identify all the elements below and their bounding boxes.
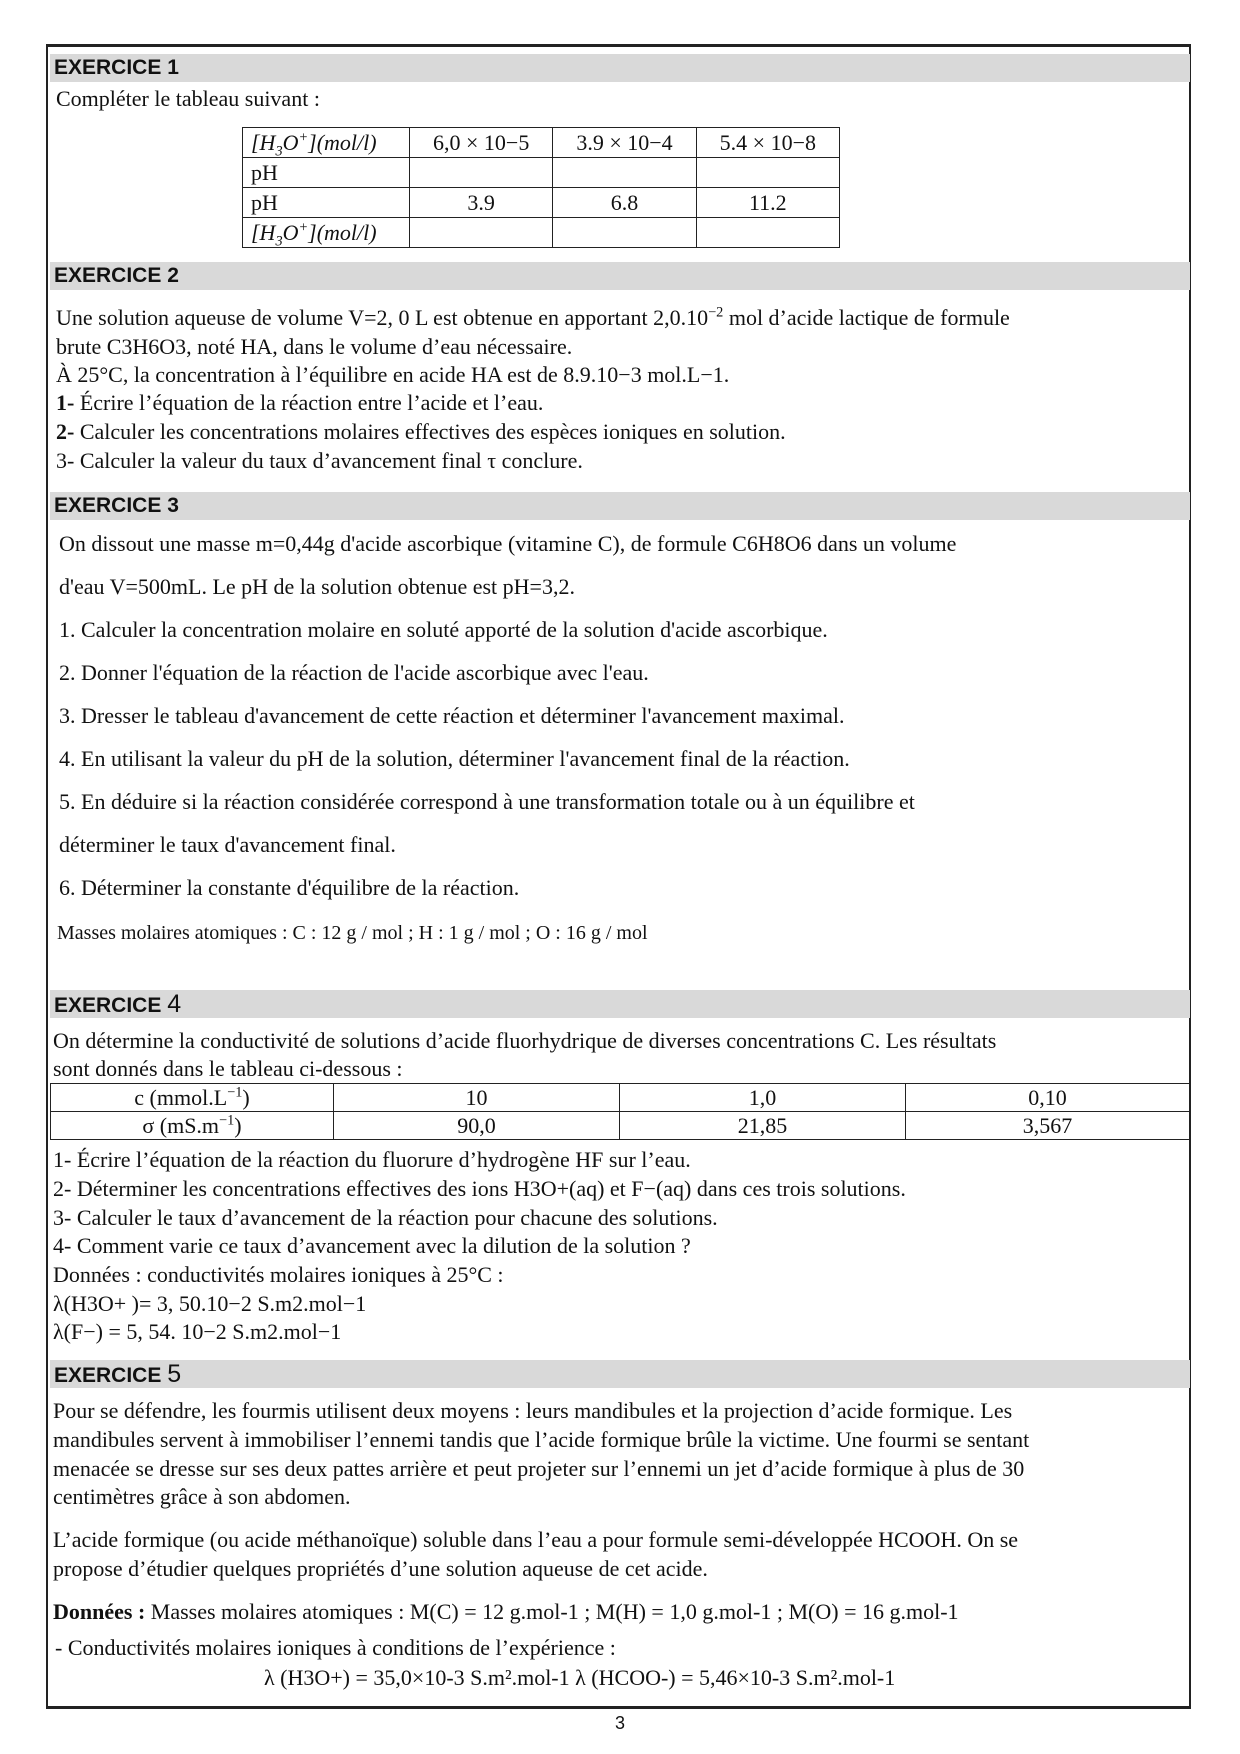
table-cell	[553, 158, 696, 188]
ex5-para-1-line-3: menacée se dresse sur ses deux pattes arrière et peut projeter sur l’ennemi un jet d’acide formique à plus de 30	[53, 1456, 1025, 1481]
ex4-question-4: 4- Comment varie ce taux d’avancement avec la dilution de la solution ?	[53, 1233, 691, 1258]
table-cell: 6.8	[553, 188, 696, 218]
exercise-3-header: EXERCICE 3	[50, 492, 1190, 520]
table-row	[51, 1084, 1190, 1112]
ex5-data-masses: Données : Masses molaires atomiques : M(C) = 12 g.mol-1 ; M(H) = 1,0 g.mol-1 ; M(O) = 16 g.mol-1	[53, 1599, 959, 1624]
table-cell	[696, 158, 839, 188]
ex5-para-1-line-4: centimètres grâce à son abdomen.	[53, 1484, 351, 1509]
ex4-table	[50, 1083, 1190, 1140]
table-row	[51, 1112, 1190, 1140]
table-cell: 3.9 × 10−4	[553, 128, 696, 158]
ex3-item-2: 2. Donner l'équation de la réaction de l'acide ascorbique avec l'eau.	[59, 660, 649, 685]
ex3-line-2: d'eau V=500mL. Le pH de la solution obtenue est pH=3,2.	[59, 574, 575, 599]
table-cell: c $(mmol.L^{-1})$	[51, 1084, 334, 1112]
ex4-line-2: sont donnés dans le tableau ci-dessous :	[53, 1056, 403, 1081]
ex2-line-3: À 25°C, la concentration à l’équilibre en acide HA est de 8.9.10−3 mol.L−1.	[56, 362, 730, 387]
ex3-item-3: 3. Dresser le tableau d'avancement de cette réaction et déterminer l'avancement maximal.	[59, 703, 845, 728]
ex4-data-title: Données : conductivités molaires ioniques à 25°C :	[53, 1262, 504, 1287]
table-row	[243, 218, 840, 248]
table-cell: 90,0	[334, 1112, 620, 1140]
table-cell: 3,567	[906, 1112, 1190, 1140]
table-cell: 0,10	[906, 1084, 1190, 1112]
ex3-item-4: 4. En utilisant la valeur du pH de la solution, déterminer l'avancement final de la réaction.	[59, 746, 850, 771]
ex3-item-6: 6. Déterminer la constante d'équilibre de la réaction.	[59, 875, 520, 900]
table-cell: 11.2	[696, 188, 839, 218]
ex3-item-5-cont: déterminer le taux d'avancement final.	[59, 832, 396, 857]
table-cell: 3.9	[410, 188, 553, 218]
ex4-question-1: 1- Écrire l’équation de la réaction du fluorure d’hydrogène HF sur l’eau.	[53, 1147, 691, 1172]
table-cell	[696, 218, 839, 248]
ex5-para-1-line-2: mandibules servent à immobiliser l’ennemi tandis que l’acide formique brûle la victime. Une fourmi se sentant	[53, 1427, 1030, 1452]
ex3-masses: Masses molaires atomiques : C : 12 g / mol ; H : 1 g / mol ; O : 16 g / mol	[57, 922, 648, 944]
ex5-para-1-line-1: Pour se défendre, les fourmis utilisent deux moyens : leurs mandibules et la projection d’acide formique. Les	[53, 1398, 1013, 1423]
table-cell: $[H_3O^+](mol/l)$	[243, 218, 410, 248]
ex4-data-f: λ(F−) = 5, 54. 10−2 S.m2.mol−1	[53, 1319, 342, 1344]
table-cell: $[H_3O^+](mol/l)$	[243, 128, 410, 158]
table-cell: 21,85	[620, 1112, 906, 1140]
ex3-item-1: 1. Calculer la concentration molaire en soluté apporté de la solution d'acide ascorbique.	[59, 617, 828, 642]
table-cell: 10	[334, 1084, 620, 1112]
exercise-5-header: EXERCICE 5	[50, 1360, 1190, 1388]
table-cell: pH	[243, 188, 410, 218]
exercise-1-header: EXERCICE 1	[50, 54, 1190, 82]
table-row	[243, 128, 840, 158]
exercise-2-header: EXERCICE 2	[50, 262, 1190, 290]
ex5-para-2-line-2: propose d’étudier quelques propriétés d’une solution aqueuse de cet acide.	[53, 1556, 708, 1581]
ex4-data-h3o: λ(H3O+ )= 3, 50.10−2 S.m2.mol−1	[53, 1291, 367, 1316]
table-cell: pH	[243, 158, 410, 188]
table-cell: 5.4 × 10−8	[696, 128, 839, 158]
ex4-question-3: 3- Calculer le taux d’avancement de la réaction pour chacune des solutions.	[53, 1205, 718, 1230]
ex2-line-2: brute C3H6O3, noté HA, dans le volume d’eau nécessaire.	[56, 334, 573, 359]
ex2-line-1: Une solution aqueuse de volume V=2, 0 L est obtenue en apportant $2,0.10^{-2}$ mol d’acide lactique de formule	[56, 304, 1010, 330]
table-row	[243, 188, 840, 218]
ex5-conductivity-values: λ (H3O+) = 35,0×10-3 S.m².mol-1 λ (HCOO-) = 5,46×10-3 S.m².mol-1	[264, 1665, 896, 1690]
ex2-question-2: 2- Calculer les concentrations molaires effectives des espèces ioniques en solution.	[56, 419, 786, 444]
table-row	[243, 158, 840, 188]
page-number: 3	[614, 1713, 625, 1733]
ex2-question-1: 1- Écrire l’équation de la réaction entre l’acide et l’eau.	[56, 390, 544, 415]
table-cell	[553, 218, 696, 248]
ex1-intro: Compléter le tableau suivant :	[56, 86, 320, 111]
table-cell	[410, 158, 553, 188]
table-cell: σ $(mS.m^{-1})$	[51, 1112, 334, 1140]
ex5-para-2-line-1: L’acide formique (ou acide méthanoïque) soluble dans l’eau a pour formule semi-développée HCOOH. On se	[53, 1527, 1019, 1552]
ex2-question-3: 3- Calculer la valeur du taux d’avancement final τ conclure.	[56, 448, 583, 473]
ex1-table	[242, 127, 840, 248]
ex5-conductivity-title: - Conductivités molaires ioniques à conditions de l’expérience :	[55, 1635, 616, 1660]
ex3-line-1: On dissout une masse m=0,44g d'acide ascorbique (vitamine C), de formule C6H8O6 dans un volume	[59, 531, 957, 556]
ex4-question-2: 2- Déterminer les concentrations effectives des ions H3O+(aq) et F−(aq) dans ces trois solutions.	[53, 1176, 906, 1201]
ex4-line-1: On détermine la conductivité de solutions d’acide fluorhydrique de diverses concentrations C. Les résultats	[53, 1028, 997, 1053]
exercise-4-header: EXERCICE 4	[50, 990, 1190, 1018]
table-cell: 6,0 × 10−5	[410, 128, 553, 158]
table-cell	[410, 218, 553, 248]
ex3-item-5: 5. En déduire si la réaction considérée correspond à une transformation totale ou à un équilibre et	[59, 789, 915, 814]
table-cell: 1,0	[620, 1084, 906, 1112]
